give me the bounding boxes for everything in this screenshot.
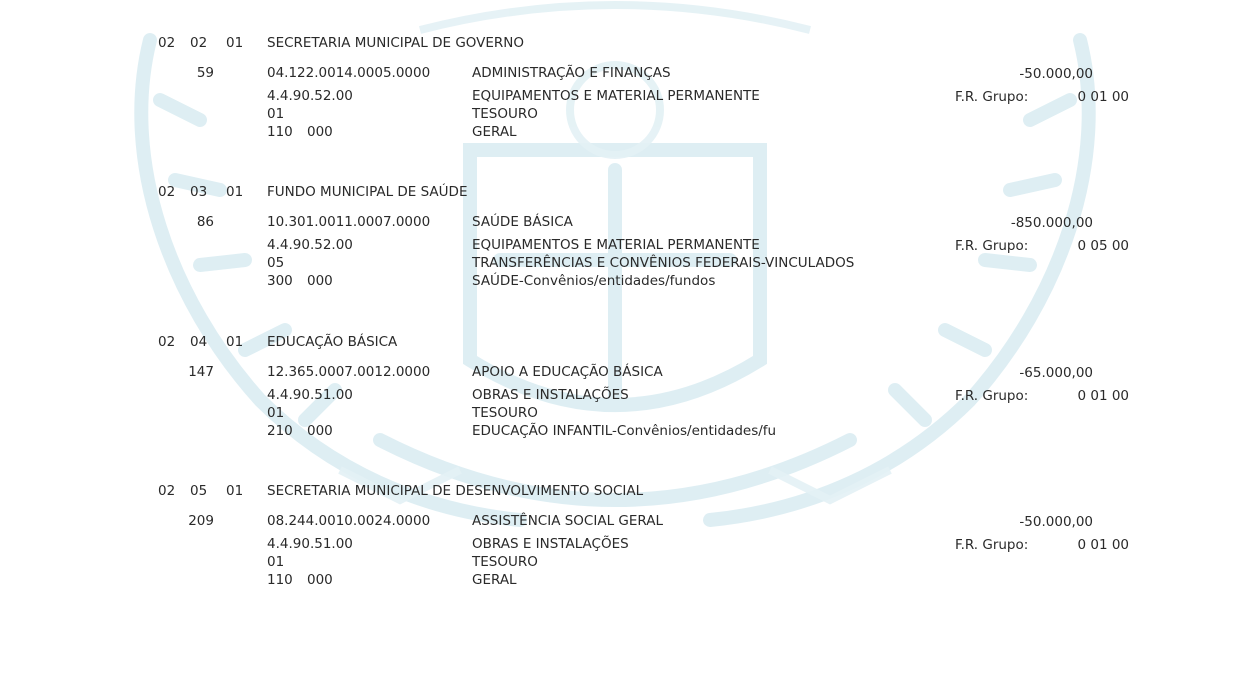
aplicacao-subcode: 000 bbox=[307, 273, 333, 289]
fr-group-label: F.R. Grupo: bbox=[955, 537, 1029, 553]
aplicacao-code: 210 bbox=[267, 423, 293, 439]
org-code-3: 01 bbox=[226, 483, 244, 499]
aplicacao-description: EDUCAÇÃO INFANTIL-Convênios/entidades/fu bbox=[472, 423, 777, 439]
fr-group-value: 0 05 00 bbox=[1077, 238, 1129, 254]
org-code-1: 02 bbox=[158, 483, 176, 499]
ficha-number: 147 bbox=[188, 364, 214, 380]
budget-entry bbox=[0, 333, 1234, 473]
ficha-number: 86 bbox=[196, 214, 214, 230]
aplicacao-code: 110 bbox=[267, 572, 293, 588]
ficha-number: 209 bbox=[188, 513, 214, 529]
fonte-code: 01 bbox=[267, 554, 285, 570]
amount: -50.000,00 bbox=[1019, 66, 1093, 82]
fr-group-label: F.R. Grupo: bbox=[955, 238, 1029, 254]
funcional-description: APOIO A EDUCAÇÃO BÁSICA bbox=[472, 364, 663, 380]
natureza-description: EQUIPAMENTOS E MATERIAL PERMANENTE bbox=[472, 88, 760, 104]
funcional-code: 08.244.0010.0024.0000 bbox=[267, 513, 431, 529]
org-code-2: 04 bbox=[190, 334, 208, 350]
natureza-description: OBRAS E INSTALAÇÕES bbox=[472, 387, 629, 403]
fr-group-label: F.R. Grupo: bbox=[955, 388, 1029, 404]
funcional-code: 04.122.0014.0005.0000 bbox=[267, 65, 431, 81]
fonte-code: 01 bbox=[267, 106, 285, 122]
fr-group-label: F.R. Grupo: bbox=[955, 89, 1029, 105]
org-name: FUNDO MUNICIPAL DE SAÚDE bbox=[267, 184, 468, 200]
fonte-description: TESOURO bbox=[472, 106, 538, 122]
aplicacao-code: 110 bbox=[267, 124, 293, 140]
org-code-3: 01 bbox=[226, 184, 244, 200]
budget-entry bbox=[0, 183, 1234, 323]
org-code-2: 05 bbox=[190, 483, 208, 499]
org-code-3: 01 bbox=[226, 334, 244, 350]
fr-group-value: 0 01 00 bbox=[1077, 388, 1129, 404]
funcional-code: 10.301.0011.0007.0000 bbox=[267, 214, 431, 230]
aplicacao-subcode: 000 bbox=[307, 124, 333, 140]
funcional-description: ADMINISTRAÇÃO E FINANÇAS bbox=[472, 65, 671, 81]
budget-entry bbox=[0, 482, 1234, 622]
fonte-code: 05 bbox=[267, 255, 285, 271]
org-name: EDUCAÇÃO BÁSICA bbox=[267, 334, 398, 350]
fr-group-value: 0 01 00 bbox=[1077, 89, 1129, 105]
org-code-1: 02 bbox=[158, 35, 176, 51]
natureza-code: 4.4.90.51.00 bbox=[267, 387, 353, 403]
fonte-description: TRANSFERÊNCIAS E CONVÊNIOS FEDERAIS-VINCULADOS bbox=[472, 255, 855, 271]
fr-group-value: 0 01 00 bbox=[1077, 537, 1129, 553]
natureza-code: 4.4.90.51.00 bbox=[267, 536, 353, 552]
aplicacao-code: 300 bbox=[267, 273, 293, 289]
natureza-description: OBRAS E INSTALAÇÕES bbox=[472, 536, 629, 552]
aplicacao-description: GERAL bbox=[472, 572, 517, 588]
amount: -850.000,00 bbox=[1010, 215, 1093, 231]
org-name: SECRETARIA MUNICIPAL DE GOVERNO bbox=[267, 35, 525, 51]
funcional-description: ASSISTÊNCIA SOCIAL GERAL bbox=[472, 513, 663, 529]
amount: -50.000,00 bbox=[1019, 514, 1093, 530]
org-code-2: 02 bbox=[190, 35, 208, 51]
ficha-number: 59 bbox=[196, 65, 214, 81]
natureza-code: 4.4.90.52.00 bbox=[267, 237, 353, 253]
aplicacao-description: SAÚDE-Convênios/entidades/fundos bbox=[472, 273, 716, 289]
funcional-code: 12.365.0007.0012.0000 bbox=[267, 364, 431, 380]
org-code-1: 02 bbox=[158, 184, 176, 200]
natureza-description: EQUIPAMENTOS E MATERIAL PERMANENTE bbox=[472, 237, 760, 253]
funcional-description: SAÚDE BÁSICA bbox=[472, 214, 573, 230]
org-name: SECRETARIA MUNICIPAL DE DESENVOLVIMENTO SOCIAL bbox=[267, 483, 644, 499]
org-code-2: 03 bbox=[190, 184, 208, 200]
amount: -65.000,00 bbox=[1019, 365, 1093, 381]
aplicacao-subcode: 000 bbox=[307, 572, 333, 588]
org-code-3: 01 bbox=[226, 35, 244, 51]
budget-entry bbox=[0, 34, 1234, 174]
fonte-description: TESOURO bbox=[472, 554, 538, 570]
aplicacao-description: GERAL bbox=[472, 124, 517, 140]
org-code-1: 02 bbox=[158, 334, 176, 350]
aplicacao-subcode: 000 bbox=[307, 423, 333, 439]
natureza-code: 4.4.90.52.00 bbox=[267, 88, 353, 104]
fonte-description: TESOURO bbox=[472, 405, 538, 421]
fonte-code: 01 bbox=[267, 405, 285, 421]
